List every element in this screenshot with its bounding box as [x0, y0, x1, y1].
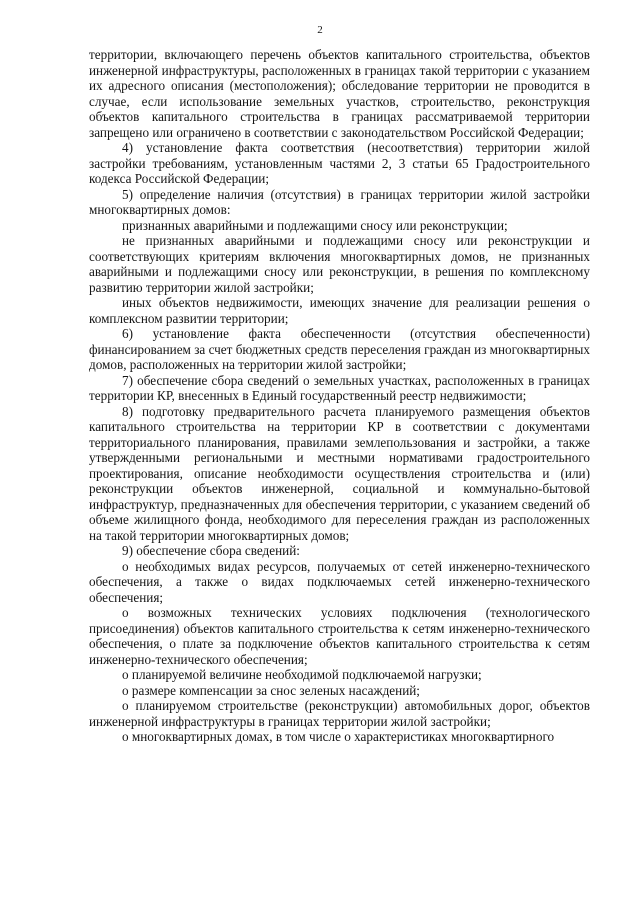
paragraph-item-9-load: о планируемой величине необходимой подключаемой нагрузки;	[122, 667, 482, 682]
paragraph-item-7: 7) обеспечение сбора сведений о земельных участках, расположенных в границах территории КР, внесенных в Единый государственный реестр недвижимости;	[89, 372, 590, 403]
document-body	[89, 47, 590, 745]
paragraph-item-4: 4) установление факта соответствия (несоответствия) территории жилой застройки требованиям, установленным частями 2, 3 статьи 65 Градостроительного кодекса Российской Федерации;	[89, 140, 590, 186]
paragraph-territory-survey: территории, включающего перечень объектов капитального строительства, объектов инженерной инфраструктуры, расположенных в границах такой территории с указанием их адресного описания (местоположения); обследование территории не проводится в случае, если использование земельных участков, строительство, реконструкция объектов капитального строительства в границах рассматриваемой территории запрещено или ограничено в соответствии с законодательством Российской Федерации;	[89, 47, 590, 140]
page-number: 2	[317, 24, 323, 36]
paragraph-item-5-other-objects: иных объектов недвижимости, имеющих значение для реализации решения о комплексном развитии территории;	[89, 295, 590, 326]
paragraph-item-5-emergency: признанных аварийными и подлежащими сносу или реконструкции;	[122, 217, 508, 233]
paragraph-item-9-apartment-buildings: о многоквартирных домах, в том числе о характеристиках многоквартирного	[122, 729, 555, 744]
paragraph-item-8: 8) подготовку предварительного расчета планируемого размещения объектов капитального строительства на территории КР в соответствии с документами территориального планирования, правилами землепользования и застройки, а также утвержденными региональными и местными нормативами градостроительного проектирования, описание необходимости осуществления строительства и (или) реконструкции объектов инженерной, социальной и коммунально-бытовой инфраструктур, предназначенных для обеспечения территории, с указанием сведений об объеме жилищного фонда, необходимого для переселения граждан из расположенных на такой территории многоквартирных домов;	[89, 403, 590, 543]
paragraph-item-6: 6) установление факта обеспеченности (отсутствия обеспеченности) финансированием за счет бюджетных средств переселения граждан из многоквартирных домов, расположенных на территории жилой застройки;	[89, 326, 590, 372]
paragraph-item-9-connection-conditions: о возможных технических условиях подключения (технологического присоединения) объектов капитального строительства к сетям инженерно-технического обеспечения, о плате за подключение объектов капитального строительства к сетям инженерно-технического обеспечения;	[89, 605, 590, 667]
paragraph-item-5: 5) определение наличия (отсутствия) в границах территории жилой застройки многоквартирных домов:	[89, 186, 590, 217]
paragraph-item-9-resources: о необходимых видах ресурсов, получаемых от сетей инженерно-технического обеспечения, а также о видах подключаемых сетей инженерно-технического обеспечения;	[89, 558, 590, 605]
paragraph-item-9: 9) обеспечение сбора сведений:	[122, 543, 300, 558]
paragraph-item-9-green-compensation: о размере компенсации за снос зеленых насаждений;	[122, 682, 420, 698]
paragraph-item-9-roads: о планируемом строительстве (реконструкции) автомобильных дорог, объектов инженерной инфраструктуры в границах территории жилой застройки;	[89, 698, 590, 729]
paragraph-item-5-non-emergency: не признанных аварийными и подлежащими сносу или реконструкции и соответствующих критериям включения многоквартирных домов, не признанных аварийными и подлежащими сносу или реконструкции, в решения по комплексному развитию территории жилой застройки;	[89, 233, 590, 295]
